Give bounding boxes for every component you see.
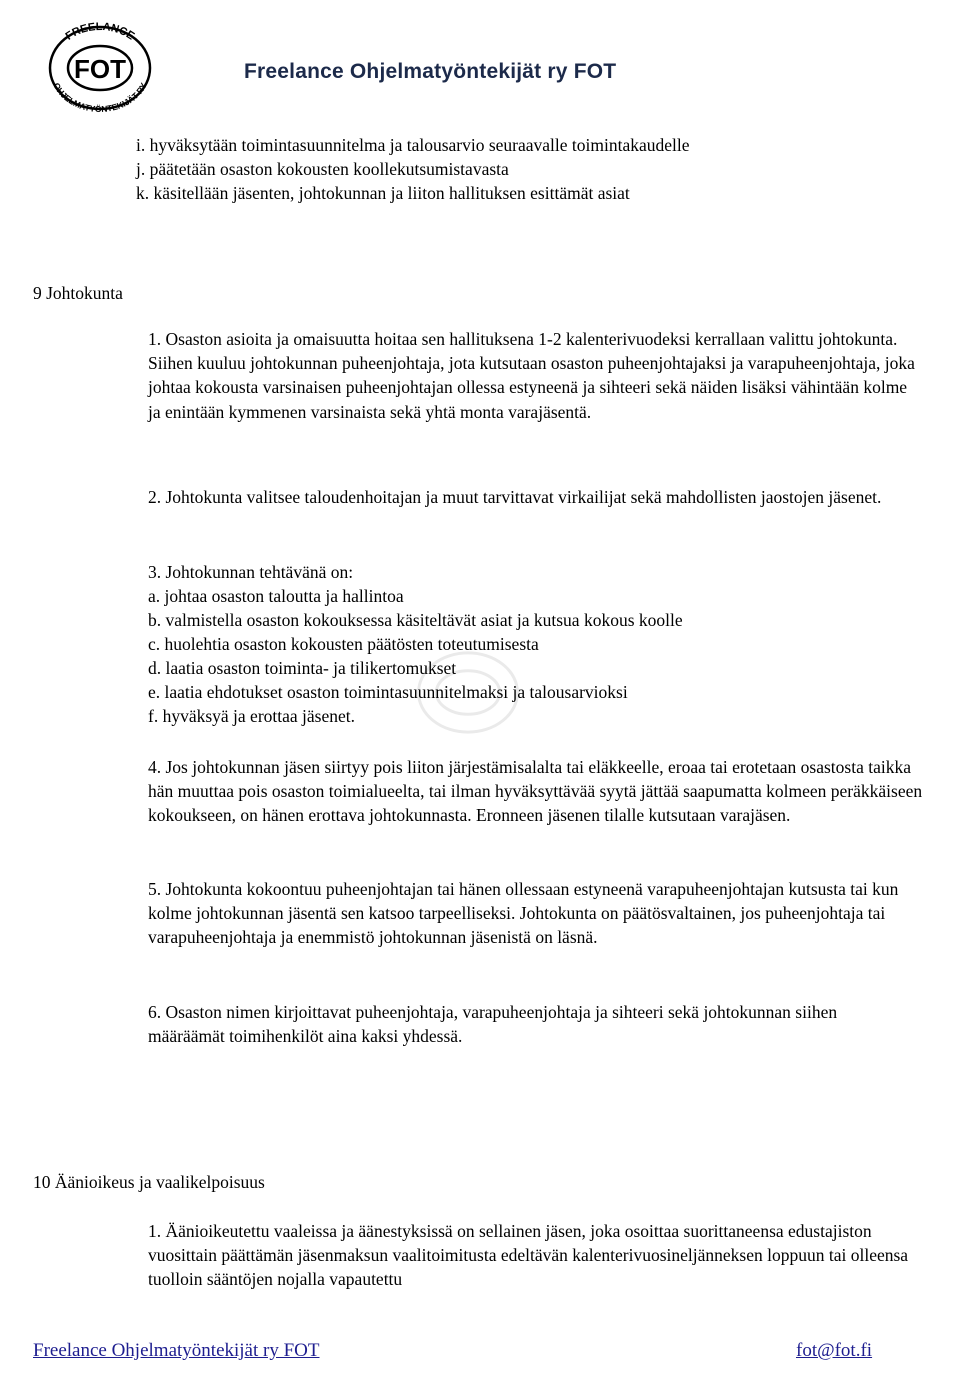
fot-logo <box>40 18 160 114</box>
logo-text-center: FOT <box>74 54 126 84</box>
duty-item-e: e. laatia ehdotukset osaston toimintasuunnitelmaksi ja talousarvioksi <box>148 682 628 702</box>
svg-text:OHJELMATYÖNTEKIJÄT RY <box>51 81 148 114</box>
duty-item-a: a. johtaa osaston taloutta ja hallintoa <box>148 586 404 606</box>
section-9-paragraph-5: 5. Johtokunta kokoontuu puheenjohtajan tai hänen ollessaan estyneenä varapuheenjohtajan kutsusta tai kun kolme johtokunnan jäsentä sen katsoo tarpeelliseksi. Johtokunta on päätösvaltainen, jos puheenjohtaja tai varapuheenjohtaja ja enemmistö johtokunnan jäsenistä on läsnä. <box>148 879 899 948</box>
duty-item-d: d. laatia osaston toiminta- ja tilikertomukset <box>148 658 457 678</box>
logo-text-top: FREELANCE <box>63 20 137 43</box>
section-10-paragraph-1: 1. Äänioikeutettu vaaleissa ja äänestyksissä on sellainen jäsen, joka osoittaa suorittaneensa edustajiston vuosittain päättämän jäsenmaksun vaalitoimitusta edeltävän kalenterivuosineljänneksen loppuun tai olleensa tuolloin sääntöjen nojalla vapautettu <box>148 1221 909 1290</box>
duty-item-f: f. hyväksyä ja erottaa jäsenet. <box>148 706 355 726</box>
list-item-j: j. päätetään osaston kokousten koollekutsumistavasta <box>136 159 509 179</box>
list-item-i: i. hyväksytään toimintasuunnitelma ja talousarvio seuraavalle toimintakaudelle <box>136 135 690 155</box>
section-9-paragraph-4: 4. Jos johtokunnan jäsen siirtyy pois liiton järjestämisalalta tai eläkkeelle, eroaa tai erotetaan osastosta taikka hän muuttaa pois osaston toimialueelta, tai ilman hyväksyttävää syytä jättää saapumatta kolmeen peräkkäiseen kokoukseen, on hänen erottava johtokunnasta. Eronneen jäsenen tilalle kutsutaan varajäsen. <box>148 757 923 826</box>
section-9-paragraph-1: 1. Osaston asioita ja omaisuutta hoitaa sen hallituksena 1-2 kalenterivuodeksi kerrallaan valittu johtokunta. Siihen kuuluu johtokunnan puheenjohtaja, jota kutsutaan osaston puheenjohtajaksi ja varapuheenjohtaja, joka johtaa kokousta varsinaisen puheenjohtajan ollessa estyneenä ja sihteeri sekä näiden lisäksi vähintään kolme ja enintään kymmenen varsinaista sekä yhtä monta varajäsentä. <box>148 329 915 422</box>
footer-email-link[interactable]: fot@fot.fi <box>796 1340 873 1361</box>
list-item-k: k. käsitellään jäsenten, johtokunnan ja liiton hallituksen esittämät asiat <box>136 183 630 203</box>
section-9-paragraph-3-title: 3. Johtokunnan tehtävänä on: <box>148 562 354 582</box>
duty-item-c: c. huolehtia osaston kokousten päätösten toteutumisesta <box>148 634 539 654</box>
section-10-heading: 10 Äänioikeus ja vaalikelpoisuus <box>33 1172 265 1192</box>
section-9-paragraph-6: 6. Osaston nimen kirjoittavat puheenjohtaja, varapuheenjohtaja ja sihteeri sekä johtokunnan siihen määräämät toimihenkilöt aina kaksi yhdessä. <box>148 1002 838 1047</box>
footer-org-link[interactable]: Freelance Ohjelmatyöntekijät ry FOT <box>33 1340 320 1361</box>
section-9-paragraph-2: 2. Johtokunta valitsee taloudenhoitajan ja muut tarvittavat virkailijat sekä mahdollisten jaostojen jäsenet. <box>148 487 882 507</box>
header-title: Freelance Ohjelmatyöntekijät ry FOT <box>244 60 617 83</box>
svg-text:FREELANCE <box>63 21 136 43</box>
section-9-heading: 9 Johtokunta <box>33 283 123 303</box>
duty-item-b: b. valmistella osaston kokouksessa käsiteltävät asiat ja kutsua kokous koolle <box>148 610 683 630</box>
logo-text-bottom: OHJELMATYÖNTEKIJÄT RY <box>51 80 149 114</box>
